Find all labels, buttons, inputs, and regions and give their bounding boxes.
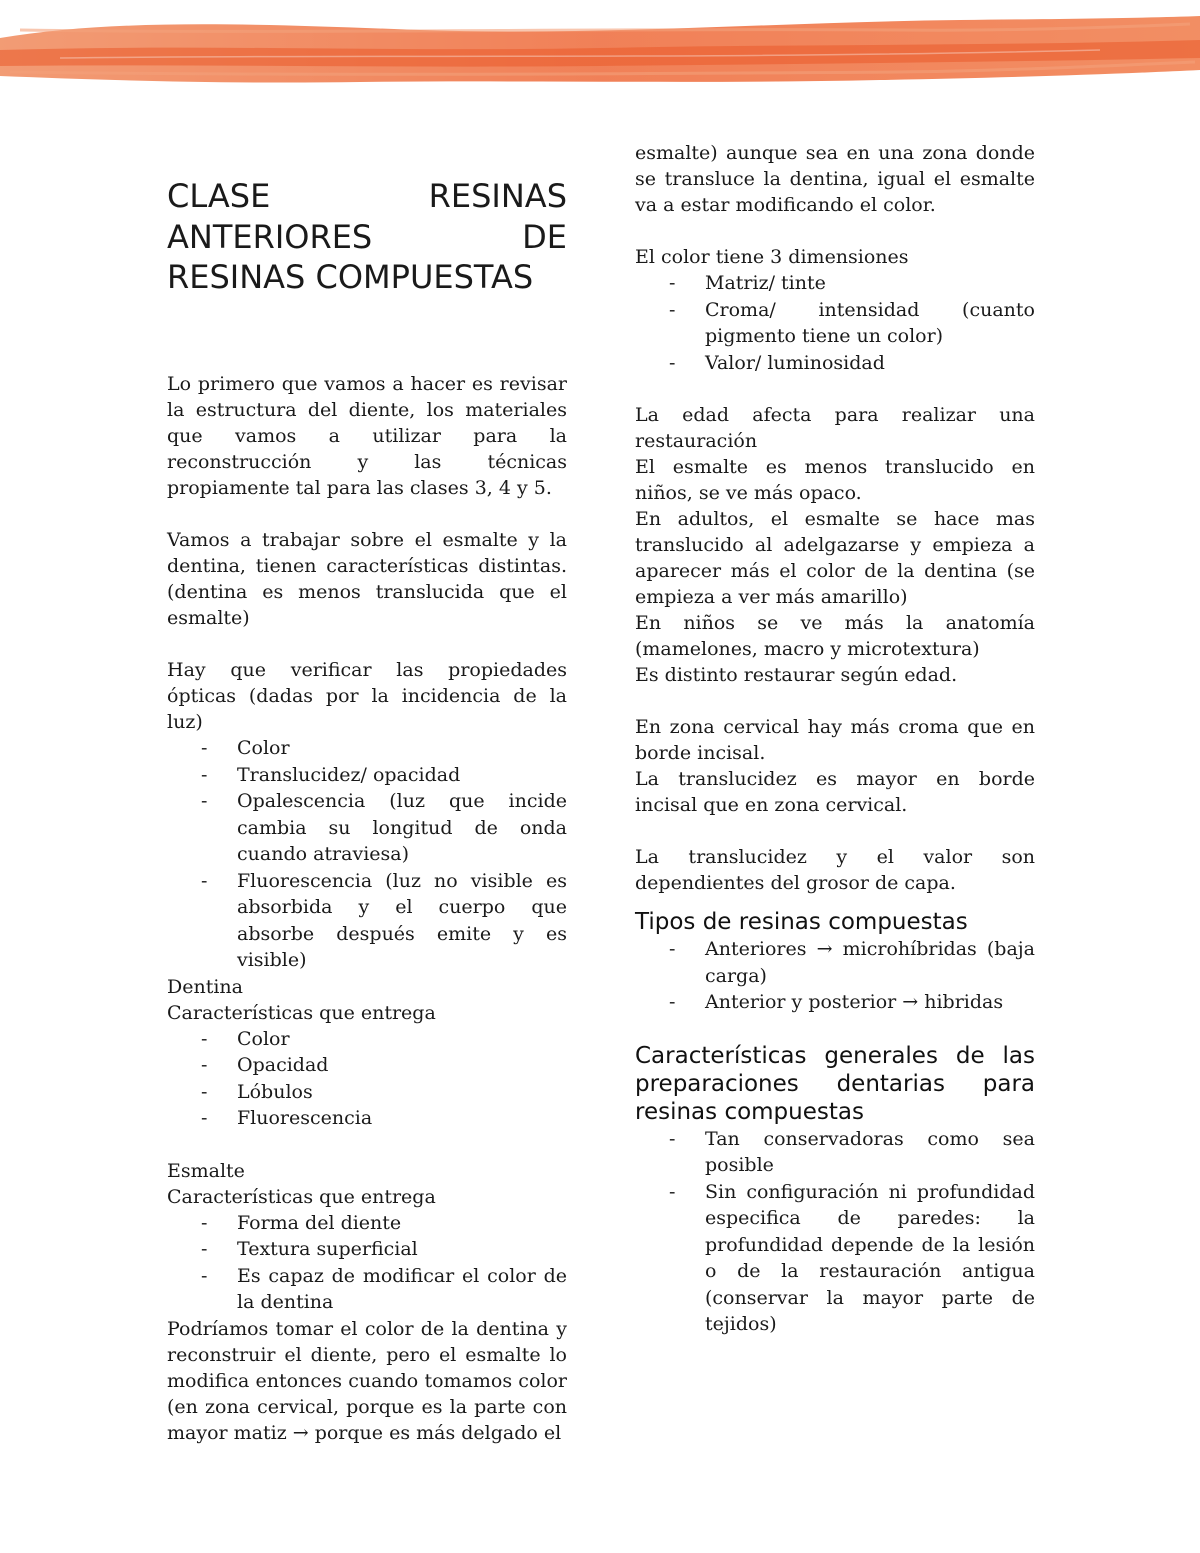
list-item: - Valor/ luminosidad: [669, 351, 885, 374]
list-item: - Opalescencia (luz que incide cambia su longitud de onda cuando atraviesa): [201, 790, 567, 865]
esmalte-label: Esmalte: [167, 1159, 245, 1182]
opticas-list: [167, 735, 567, 974]
translucidez-paragraph: La translucidez es mayor en borde incisal que en zona cervical.: [635, 768, 1035, 816]
grosor-paragraph: La translucidez y el valor son dependientes del grosor de capa.: [635, 846, 1035, 894]
esmalte-list: [167, 1210, 567, 1316]
list-item: - Opacidad: [201, 1054, 329, 1076]
list-item: - Croma/ intensidad (cuanto pigmento tiene un color): [669, 298, 1035, 347]
ninos-paragraph: El esmalte es menos translucido en niños, se ve más opaco.: [635, 456, 1035, 504]
intro-paragraph: Lo primero que vamos a hacer es revisar la estructura del diente, los materiales que vamos a utilizar para la reconstrucción y las técnicas propiamente tal para las clases 3, 4 y 5.: [167, 373, 567, 499]
list-item: - Forma del diente: [201, 1211, 402, 1234]
edad-paragraph: La edad afecta para realizar una restauración: [635, 404, 1035, 452]
left-flow: [167, 371, 567, 1446]
tipos-list: [635, 936, 1035, 1016]
esmalte-dentina-paragraph: Vamos a trabajar sobre el esmalte y la dentina, tienen características distintas. (dentina es menos translucida que el esmalte): [167, 529, 567, 629]
dentina-subtitle: Características que entrega: [167, 1001, 436, 1024]
list-item: - Sin configuración ni profundidad especifica de paredes: la profundidad depende de la lesión o de la restauración antigua (conservar la mayor parte de tejidos): [669, 1180, 1035, 1335]
list-item: - Matriz/ tinte: [669, 272, 826, 294]
esmalte-subtitle: Características que entrega: [167, 1185, 436, 1208]
list-item: - Tan conservadoras como sea posible: [669, 1127, 1035, 1176]
continuation-paragraph: esmalte) aunque sea en una zona donde se transluce la dentina, igual el esmalte va a estar modificando el color.: [635, 142, 1035, 216]
list-item: - Color: [201, 1027, 290, 1050]
orange-brush-stroke: [0, 0, 1200, 95]
opticas-paragraph: Hay que verificar las propiedades ópticas (dadas por la incidencia de la luz): [167, 659, 567, 733]
caracteristicas-heading: Características generales de las preparaciones dentarias para resinas compuestas: [635, 1042, 1035, 1125]
dentina-list: [167, 1026, 567, 1132]
distinto-paragraph: Es distinto restaurar según edad.: [635, 664, 958, 686]
podriamos-paragraph: Podríamos tomar el color de la dentina y reconstruir el diente, pero el esmalte lo modifica entonces cuando tomamos color (en zona cervical, porque es la parte con mayor matiz → porque es más delgado el: [167, 1317, 567, 1444]
list-item: - Textura superficial: [201, 1238, 418, 1260]
list-item: - Fluorescencia: [201, 1107, 373, 1129]
list-item: - Color: [201, 737, 290, 759]
page-title: CLASE RESINAS ANTERIORES DE RESINAS COMPUESTAS: [167, 177, 567, 296]
color-dimensions-list: [635, 270, 1035, 376]
adultos-paragraph: En adultos, el esmalte se hace mas translucido al adelgazarse y empieza a aparecer más el color de la dentina (se empieza a ver más amarillo): [635, 508, 1035, 608]
color-dimensions-paragraph: El color tiene 3 dimensiones: [635, 246, 909, 268]
list-item: - Lóbulos: [201, 1080, 313, 1103]
caracteristicas-list: [635, 1126, 1035, 1338]
list-item: - Es capaz de modificar el color de la dentina: [201, 1264, 567, 1313]
list-item: - Anteriores → microhíbridas (baja carga): [669, 938, 1035, 987]
tipos-heading: Tipos de resinas compuestas: [635, 909, 968, 935]
anatomia-paragraph: En niños se ve más la anatomía (mamelones, macro y microtextura): [635, 612, 1035, 660]
right-flow: [635, 140, 1035, 1338]
list-item: - Anterior y posterior → hibridas: [669, 991, 1004, 1013]
list-item: - Fluorescencia (luz no visible es absorbida y el cuerpo que absorbe después emite y es visible): [201, 869, 567, 971]
cervical-paragraph: En zona cervical hay más croma que en borde incisal.: [635, 716, 1035, 764]
list-item: - Translucidez/ opacidad: [201, 763, 461, 786]
dentina-label: Dentina: [167, 975, 243, 998]
